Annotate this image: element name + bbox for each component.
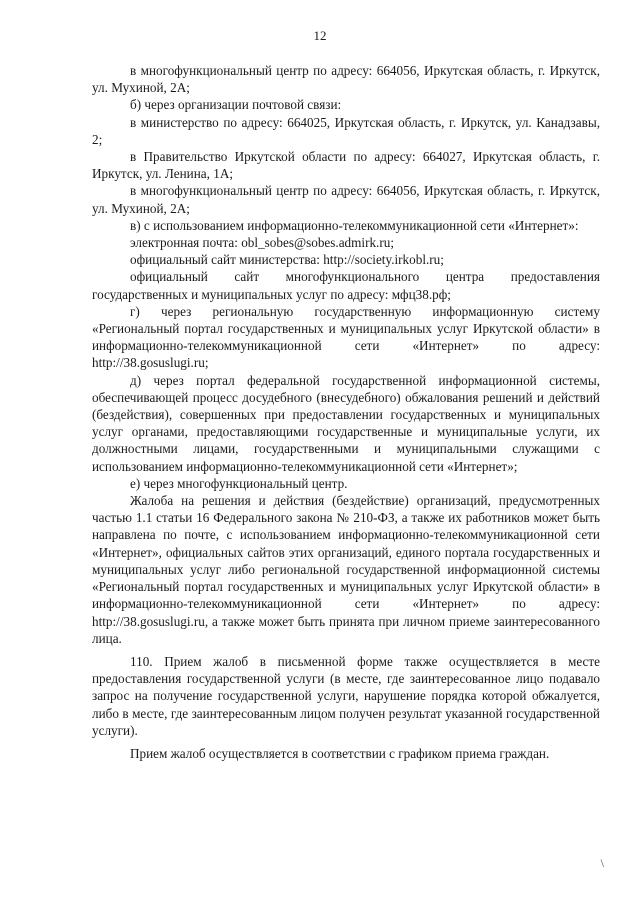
- paragraph: д) через портал федеральной государственной информационной системы, обеспечивающей процесс досудебного (внесудебного) обжалования решений и действий (бездействия), совершенных при предоставлении государственных и муниципальных услуг органами, предоставляющими государственные и муниципальные услуги, их должностными лицами, государственными и муниципальными служащими с использованием информационно-телекоммуникационной сети «Интернет»;: [92, 372, 600, 474]
- paragraph: е) через многофункциональный центр.: [130, 475, 348, 491]
- page-number: 12: [313, 28, 327, 43]
- paragraph: официальный сайт многофункционального центра предоставления государственных и муниципальных услуг по адресу: мфц38.рф;: [92, 269, 600, 302]
- paragraph: Прием жалоб осуществляется в соответствии с графиком приема граждан.: [130, 745, 550, 761]
- paragraph: в министерство по адресу: 664025, Иркутская область, г. Иркутск, ул. Канадзавы, 2;: [92, 114, 600, 147]
- paragraph: в многофункциональный центр по адресу: 664056, Иркутская область, г. Иркутск, ул. Мухиной, 2А;: [92, 183, 600, 216]
- paragraph: в Правительство Иркутской области по адресу: 664027, Иркутская область, г. Иркутск, ул. Ленина, 1А;: [92, 149, 600, 182]
- paragraph: в) с использованием информационно-телекоммуникационной сети «Интернет»:: [130, 217, 579, 233]
- paragraph: б) через организации почтовой связи:: [130, 97, 342, 113]
- corner-mark: \: [600, 856, 604, 870]
- paragraph: Жалоба на решения и действия (бездействие) организаций, предусмотренных частью 1.1 статьи 16 Федерального закона № 210-ФЗ, а также их работников может быть направлена по почте, с использованием информационно-телекоммуникационной сети «Интернет», официальных сайтов этих организаций, единого портала государственных и муниципальных услуг либо региональной государственной информационной системы «Региональный портал государственных и муниципальных услуг Иркутской области» в информационно-телекоммуникационной сети «Интернет» по адресу: http://38.gosuslugi.ru, а также может быть принята при личном приеме заинтересованного лица.: [92, 493, 600, 646]
- paragraph: официальный сайт министерства: http://society.irkobl.ru;: [130, 252, 444, 268]
- paragraph: 110. Прием жалоб в письменной форме также осуществляется в месте предоставления государственной услуги (в месте, где заинтересованное лицо подавало запрос на получение государственной услуги, нарушение порядка которой обжалуется, либо в месте, где заинтересованным лицом получен результат указанной государственной услуги).: [92, 653, 600, 738]
- paragraph: в многофункциональный центр по адресу: 664056, Иркутская область, г. Иркутск, ул. Мухиной, 2А;: [92, 63, 600, 96]
- document-body: [92, 62, 600, 762]
- paragraph: электронная почта: obl_sobes@sobes.admirk.ru;: [130, 235, 395, 251]
- paragraph: г) через региональную государственную информационную систему «Региональный портал государственных и муниципальных услуг Иркутской области» в информационно-телекоммуникационной сети «Интернет» по адресу: http://38.gosuslugi.ru;: [92, 303, 600, 371]
